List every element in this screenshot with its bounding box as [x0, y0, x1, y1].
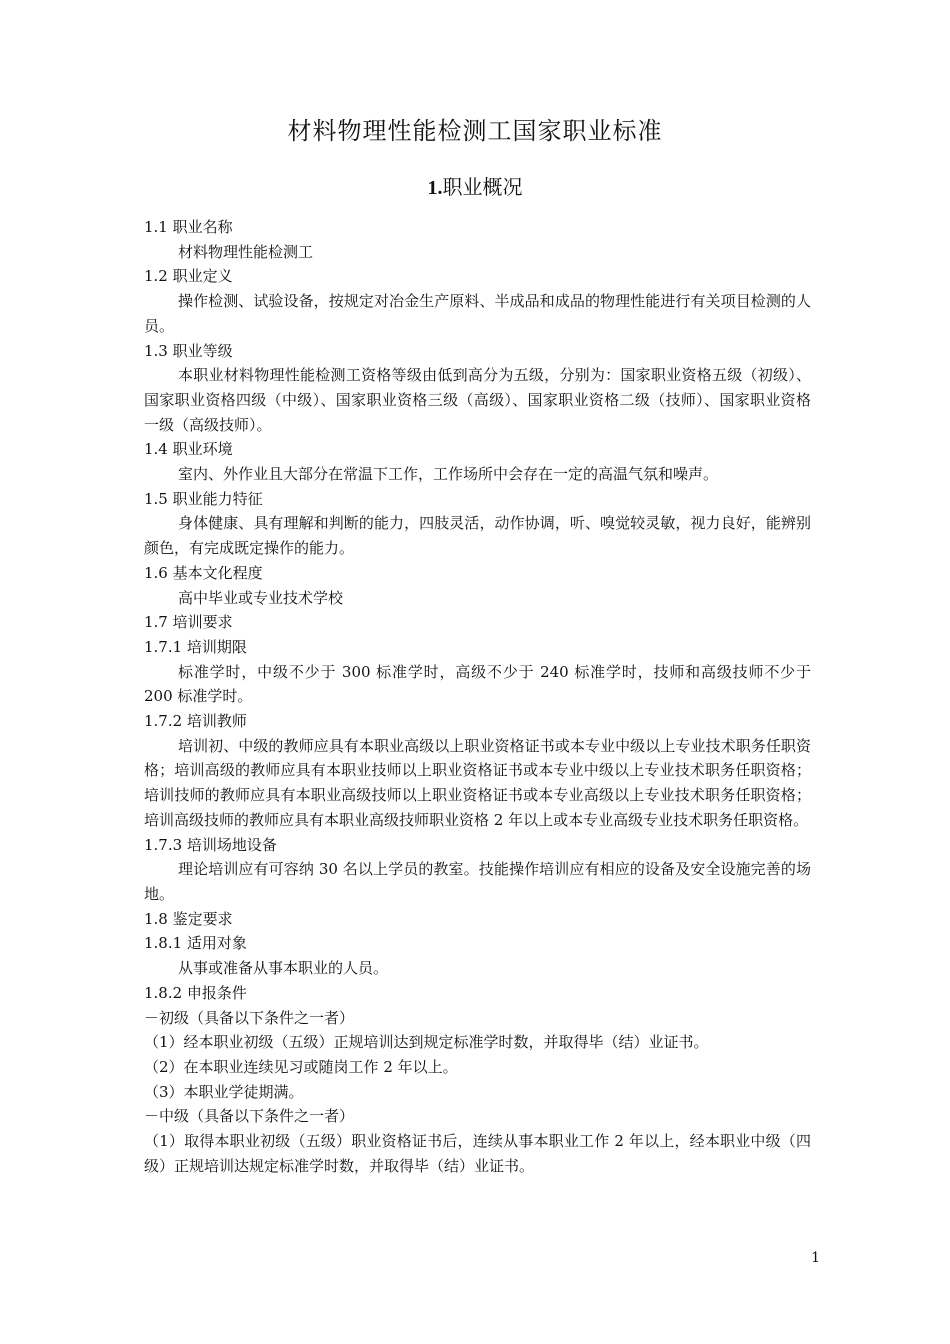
section-heading: 1.1 职业名称	[144, 218, 233, 236]
paragraph: 标准学时，中级不少于 300 标准学时，高级不少于 240 标准学时，技师和高级技师不少于 200 标准学时。	[144, 662, 811, 706]
section-heading: 1.5 职业能力特征	[144, 489, 263, 508]
paragraph: 培训初、中级的教师应具有本职业高级以上职业资格证书或本专业中级以上专业技术职务任职资格；培训高级的教师应具有本职业技师以上职业资格证书或本专业中级以上专业技术职务任职资格；培训技师的教师应具有本职业高级技师以上职业资格证书或本专业高级以上专业技术职务任职资格；培训高级技师的教师应具有本职业高级技师职业资格 2 年以上或本专业高级专业技术职务任职资格。	[144, 736, 811, 829]
page-number: 1	[811, 1250, 820, 1266]
section-number: 1.	[427, 177, 443, 199]
section-heading: 1.2 职业定义	[144, 267, 233, 286]
section-heading: 1.4 职业环境	[144, 440, 233, 459]
section-heading: 1.6 基本文化程度	[144, 563, 263, 582]
paragraph: 理论培训应有可容纳 30 名以上学员的教室。技能操作培训应有相应的设备及安全设施完善的场地。	[144, 860, 811, 903]
list-item: （1）经本职业初级（五级）正规培训达到规定标准学时数，并取得毕（结）业证书。	[144, 1033, 709, 1052]
paragraph: 高中毕业或专业技术学校	[178, 588, 344, 607]
paragraph: 室内、外作业且大部分在常温下工作，工作场所中会存在一定的高温气氛和噪声。	[178, 465, 719, 484]
section-heading: 1.8 鉴定要求	[144, 909, 233, 928]
list-item: －初级（具备以下条件之一者）	[144, 1008, 355, 1027]
paragraph: 身体健康、具有理解和判断的能力，四肢灵活，动作协调，听、嗅觉较灵敏，视力良好，能辨别颜色，有完成既定操作的能力。	[144, 514, 811, 558]
section-title-text: 职业概况	[442, 175, 523, 199]
list-item: （2）在本职业连续见习或随岗工作 2 年以上。	[144, 1057, 458, 1076]
paragraph: 本职业材料物理性能检测工资格等级由低到高分为五级，分别为：国家职业资格五级（初级）、国家职业资格四级（中级）、国家职业资格三级（高级）、国家职业资格二级（技师）、国家职业资格一级（高级技师）。	[144, 366, 811, 434]
section-heading: 1.7.2 培训教师	[144, 712, 247, 731]
section-heading: 1.7 培训要求	[144, 613, 233, 632]
list-item: （1）取得本职业初级（五级）职业资格证书后，连续从事本职业工作 2 年以上，经本职业中级（四级）正规培训达规定标准学时数，并取得毕（结）业证书。	[144, 1132, 811, 1175]
section-heading: 1.3 职业等级	[144, 341, 233, 360]
section-title	[0, 174, 950, 201]
list-item: （3）本职业学徒期满。	[144, 1082, 304, 1101]
section-heading: 1.8.1 适用对象	[144, 934, 247, 953]
paragraph: 操作检测、试验设备，按规定对冶金生产原料、半成品和成品的物理性能进行有关项目检测的人员。	[144, 292, 811, 335]
section-heading: 1.8.2 申报条件	[144, 983, 247, 1002]
section-heading: 1.7.3 培训场地设备	[144, 835, 277, 854]
list-item: －中级（具备以下条件之一者）	[144, 1107, 355, 1126]
page-title: 材料物理性能检测工国家职业标准	[287, 117, 663, 145]
paragraph: 材料物理性能检测工	[178, 242, 314, 261]
section-heading: 1.7.1 培训期限	[144, 637, 247, 656]
paragraph: 从事或准备从事本职业的人员。	[178, 959, 389, 978]
document-body	[144, 215, 811, 1178]
